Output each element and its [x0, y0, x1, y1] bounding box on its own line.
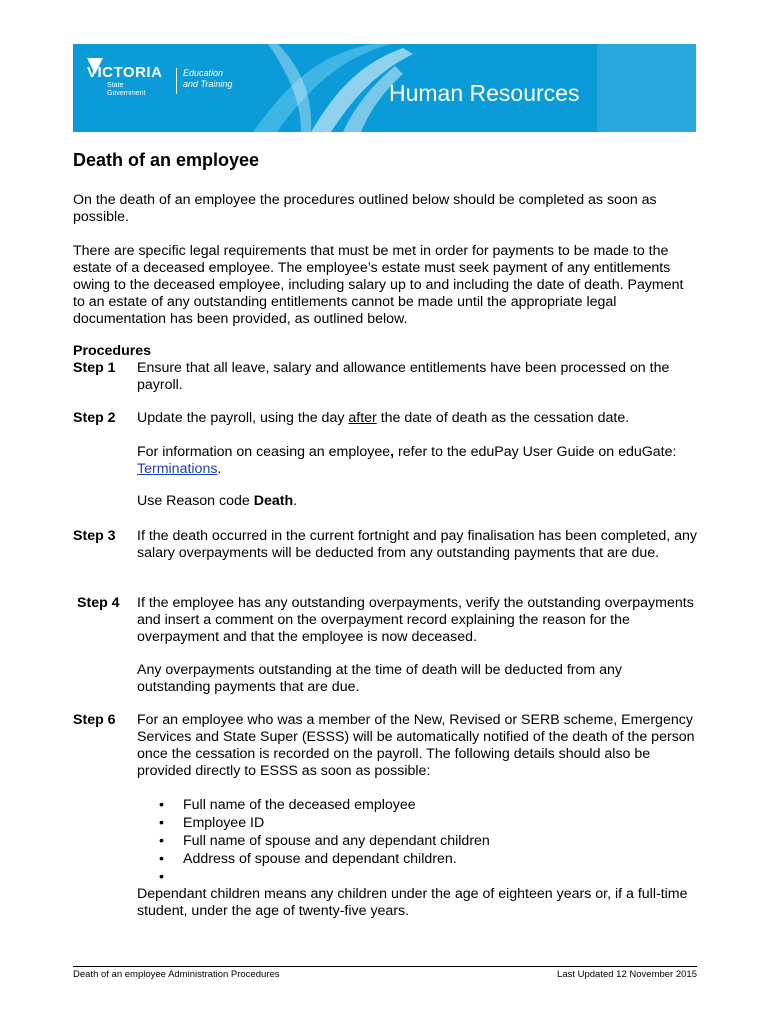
list-item: • Full name of the deceased employee — [159, 797, 416, 813]
step-6-label: Step 6 — [73, 712, 116, 728]
step-2-info: For information on ceasing an employee, refer to the eduPay User Guide on eduGate: Terminations. — [137, 444, 677, 477]
page-title: Death of an employee — [73, 150, 260, 170]
step-1-label: Step 1 — [73, 360, 116, 376]
bullet-icon: • — [159, 833, 164, 849]
legal-paragraph: There are specific legal requirements that must be met in order for payments to be made to the estate of a deceased employee. The employee’s estate must seek payment of any entitlements owing to the deceased employee, including salary up to and including the date of death. Payment to an estate of any outstanding entitlements cannot be made until the appropriate legal documentation has been provided, as outlined below. — [73, 243, 684, 327]
step-6-text: For an employee who was a member of the New, Revised or SERB scheme, Emergency Services and State Super (ESSS) will be automatically notified of the death of the person once the cessation is recorded on the payroll. The following details should also be provided directly to ESSS as soon as possible: — [137, 712, 695, 779]
step-1-text: Ensure that all leave, salary and allowance entitlements have been processed on the payroll. — [137, 360, 670, 393]
bullet-icon: • — [159, 797, 164, 813]
footer-divider — [73, 966, 697, 967]
list-item — [137, 868, 490, 886]
step-3-label: Step 3 — [73, 528, 116, 544]
step-2-text: Update the payroll, using the day after the date of death as the cessation date. — [137, 410, 630, 426]
bullet-icon: • — [159, 869, 164, 885]
section-title: Human Resources — [389, 80, 580, 106]
step-2-reason: Use Reason code Death. — [137, 493, 298, 509]
list-item: • Address of spouse and dependant children. — [159, 851, 457, 867]
terminations-link[interactable]: Terminations — [137, 461, 218, 477]
list-item: • Full name of spouse and any dependant children — [159, 833, 490, 849]
dependant-children-note: Dependant children means any children under the age of eighteen years or, if a full-time student, under the age of twenty-five years. — [137, 886, 688, 919]
logo-wordmark: VICTORIA — [87, 64, 163, 81]
logo-subtitle: State Government — [107, 82, 146, 97]
details-list — [137, 796, 490, 886]
step-3-text: If the death occurred in the current fortnight and pay finalisation has been completed, any salary overpayments will be deducted from any outstanding payments that are due. — [137, 528, 697, 561]
banner-swoosh-graphic — [73, 44, 696, 132]
footer-document-title: Death of an employee Administration Procedures — [73, 969, 280, 980]
bullet-icon: • — [159, 851, 164, 867]
intro-paragraph: On the death of an employee the procedures outlined below should be completed as soon as possible. — [73, 192, 657, 225]
logo-divider — [176, 68, 177, 94]
footer-last-updated: Last Updated 12 November 2015 — [557, 969, 697, 980]
list-item: • Employee ID — [159, 815, 265, 831]
department-name: Education and Training — [183, 68, 233, 89]
step-4-text-2: Any overpayments outstanding at the time of death will be deducted from any outstanding payments that are due. — [137, 662, 623, 695]
step-4-text: If the employee has any outstanding overpayments, verify the outstanding overpayments and insert a comment on the overpayment record explaining the reason for the overpayment and that the employee is now deceased. — [137, 595, 694, 645]
step-4-label: Step 4 — [77, 595, 120, 611]
header-banner — [73, 44, 696, 132]
procedures-heading: Procedures — [73, 343, 152, 359]
step-2-label: Step 2 — [73, 410, 116, 426]
bullet-icon: • — [159, 815, 164, 831]
